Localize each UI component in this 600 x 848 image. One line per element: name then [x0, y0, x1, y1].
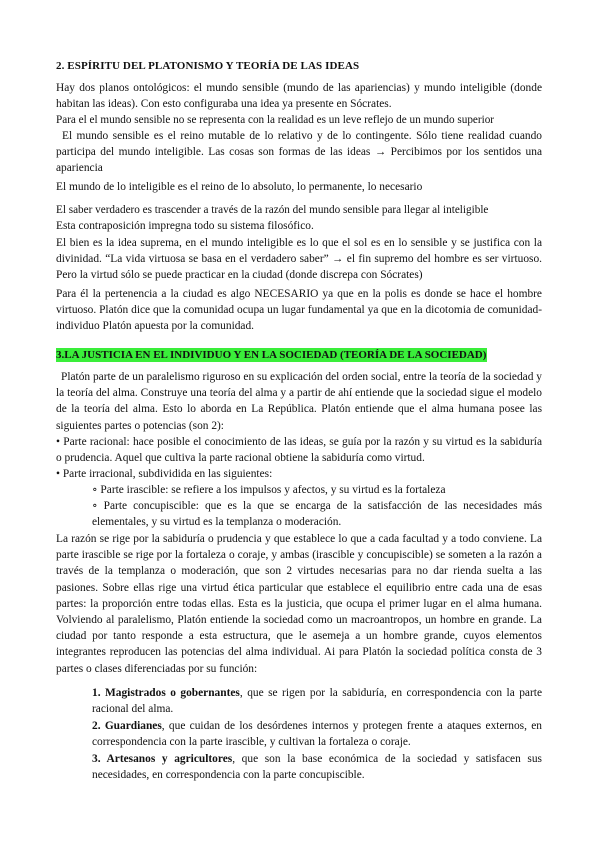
list-item-magistrados-lead: 1. Magistrados o gobernantes [92, 687, 240, 699]
list-item-guardianes-text: , que cuidan de los desórdenes internos y protegen frente a ataques externos, en correspondencia con la parte irascible, y cultivan la fortaleza o coraje. [92, 720, 542, 749]
paragraph-inteligible: El mundo de lo inteligible es el reino de lo absoluto, lo permanente, lo necesario [56, 181, 423, 193]
list-item-artesanos [92, 751, 542, 783]
paragraph-pertenencia: Para él la pertenencia a la ciudad es algo NECESARIO ya que en la polis es donde se hace el hombre virtuoso. Platón dice que la comunidad ocupa un lugar fundamental ya que en la dicotomia de comunidad-individuo Platón apuesta por la comunidad. [56, 288, 542, 333]
list-item-artesanos-lead: 3. Artesanos y agricultores [92, 753, 233, 765]
subbullet-irascible: ∘ Parte irascible: se refiere a los impulsos y afectos, y su virtud es la fortaleza [92, 484, 446, 496]
list-item-magistrados-text: , que se rigen por la sabiduría, en correspondencia con la parte racional del alma. [92, 687, 542, 716]
paragraph-paralelismo: Platón parte de un paralelismo riguroso en su explicación del orden social, entre la teoría de la sociedad y la teoría del alma. Construye una teoría del alma y a partir de ahí entiende que la sociedad sigue el modelo de la teoría del alma. Esto lo aborda en La República. Platón entiende que el alma humana posee las siguientes partes o potencias (son 2): [56, 371, 542, 432]
paragraph-mundo-sensible: El mundo sensible es el reino mutable de lo relativo y de lo contingente. Sólo tiene realidad cuando participa del mundo inteligible. Las cosas son formas de las ideas → Percibimos por los sentidos una apariencia [56, 130, 542, 175]
list-item-guardianes-lead: 2. Guardianes [92, 720, 162, 732]
list-item-magistrados [92, 685, 542, 717]
paragraph-bien: El bien es la idea suprema, en el mundo inteligible es lo que el sol es en lo sensible y se justifica con la divinidad. “La vida virtuosa se basa en el verdadero saber” → el fin supremo del hombre es ser virtuoso. Pero la virtud sólo se puede practicar en la ciudad (donde discrepa con Sócrates) [56, 237, 542, 282]
subbullet-concupiscible: ∘ Parte concupiscible: que es la que se encarga de la satisfacción de las necesidades más elementales, y su virtud es la templanza o moderación. [92, 500, 542, 529]
section-2-heading: 2. ESPÍRITU DEL PLATONISMO Y TEORÍA DE LAS IDEAS [56, 60, 360, 72]
paragraph-reflejo: Para el el mundo sensible no se representa con la realidad es un leve reflejo de un mundo superior [56, 114, 495, 126]
paragraph-razon: La razón se rige por la sabiduría o prudencia y que establece lo que a cada facultad y a todo conviene. La parte irascible se rige por la fortaleza o coraje, y ambas (irascible y concupiscible) se someten a la razón a través de la templanza o moderación, que son 2 virtudes necesarias para no dar rienda suelta a las pasiones. Sobre ellas rige una virtud ética particular que establece el equilibrio entre cada una de esas partes: la proporción entre todas ellas. Esta es la justicia, que ocupa el primer lugar en el alma humana. Volviendo al paralelismo, Platón entiende la sociedad como un macroantropos, un hombre en grande. La ciudad por tanto responde a esta estructura, que le asemeja a un hombre grande, cuyos elementos integrantes reproducen las potencias del alma individual. Ai para Platón la sociedad política consta de 3 partes o clases diferenciadas por su función: [56, 533, 542, 675]
bullet-parte-racional: • Parte racional: hace posible el conocimiento de las ideas, se guía por la razón y su virtud es la sabiduría o prudencia. Aquel que cultiva la parte racional obtiene la sabiduría como virtud. [56, 436, 542, 465]
section-3-heading [56, 348, 487, 363]
section-3-heading-highlight: 3.LA JUSTICIA EN EL INDIVIDUO Y EN LA SOCIEDAD (TEORÍA DE LA SOCIEDAD) [56, 349, 487, 361]
list-item-artesanos-text: , que son la base económica de la sociedad y satisfacen sus necesidades, en correspondencia con la parte concupiscible. [92, 753, 542, 782]
list-item-guardianes [92, 718, 542, 750]
paragraph-contraposicion: Esta contraposición impregna todo su sistema filosófico. [56, 220, 314, 232]
bullet-parte-irracional: • Parte irracional, subdividida en las siguientes: [56, 468, 273, 480]
paragraph-saber: El saber verdadero es trascender a través de la razón del mundo sensible para llegar al inteligible [56, 204, 489, 216]
paragraph-planes: Hay dos planos ontológicos: el mundo sensible (mundo de las apariencias) y mundo inteligible (donde habitan las ideas). Con esto configuraba una idea ya presente en Sócrates. [56, 82, 542, 111]
